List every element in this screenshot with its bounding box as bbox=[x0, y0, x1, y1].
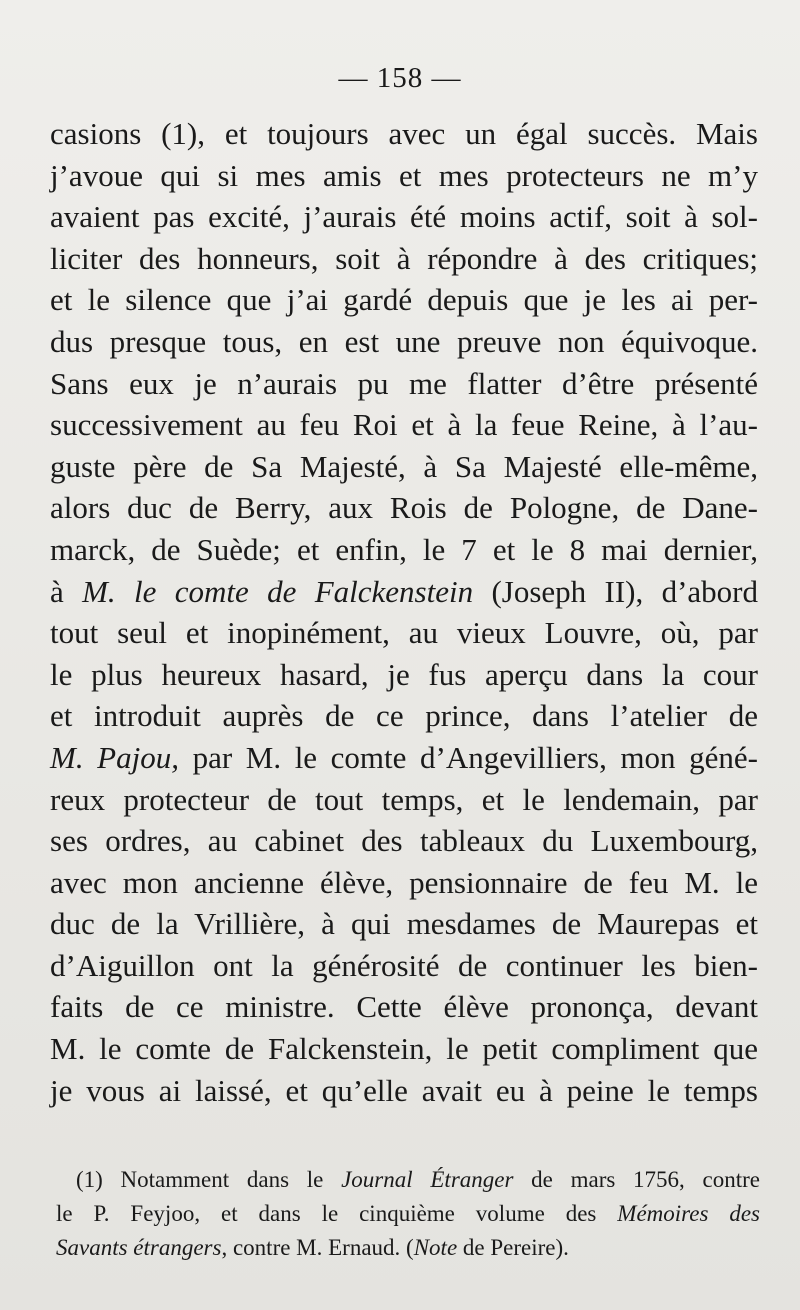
body-text: guste père de Sa Majesté, à Sa Majesté elle-même, bbox=[50, 448, 758, 484]
body-text: ses ordres, au cabinet des tableaux du Luxembourg, bbox=[50, 823, 758, 859]
footnote-italic-text: Note bbox=[413, 1235, 458, 1260]
footnote-text: de Pereire). bbox=[457, 1235, 569, 1260]
page-number: — 158 — bbox=[338, 62, 462, 94]
footnote-line bbox=[56, 1231, 760, 1265]
footnote-text: , contre M. Ernaud. ( bbox=[221, 1235, 414, 1260]
body-text: je vous ai laissé, et qu’elle avait eu à peine le temps bbox=[50, 1072, 758, 1108]
body-text: M. le comte de Falckenstein, le petit compliment que bbox=[50, 1031, 758, 1067]
body-text: alors duc de Berry, aux Rois de Pologne, de Dane- bbox=[50, 490, 758, 526]
main-text bbox=[50, 113, 758, 1111]
body-line bbox=[50, 1070, 758, 1112]
body-line bbox=[50, 196, 758, 238]
body-text: dus presque tous, en est une preuve non équivoque. bbox=[50, 323, 758, 359]
body-text: d’Aiguillon ont la générosité de continuer les bien- bbox=[50, 947, 758, 983]
body-line bbox=[50, 903, 758, 945]
body-text: liciter des honneurs, soit à répondre à des critiques; bbox=[50, 240, 758, 276]
body-line bbox=[50, 321, 758, 363]
body-line bbox=[50, 737, 758, 779]
body-text: par M. le comte d’Angevilliers, mon géné- bbox=[178, 739, 758, 775]
footnote-italic-text: Savants étrangers bbox=[56, 1235, 222, 1260]
footnote-italic-text: Journal Étranger bbox=[341, 1167, 514, 1192]
body-line bbox=[50, 487, 758, 529]
body-text: faits de ce ministre. Cette élève prononça, devant bbox=[50, 989, 758, 1025]
footnote-text: de mars 1756, contre bbox=[513, 1167, 760, 1192]
body-italic-text: M. le comte de Falckenstein bbox=[82, 573, 474, 609]
body-text: avec mon ancienne élève, pensionnaire de feu M. le bbox=[50, 864, 758, 900]
body-text: et introduit auprès de ce prince, dans l’atelier de bbox=[50, 698, 758, 734]
body-line bbox=[50, 279, 758, 321]
body-line bbox=[50, 986, 758, 1028]
body-text: Sans eux je n’aurais pu me flatter d’être présenté bbox=[50, 365, 758, 401]
body-text: à bbox=[50, 573, 83, 609]
body-line bbox=[50, 238, 758, 280]
body-line bbox=[50, 654, 758, 696]
body-text: et le silence que j’ai gardé depuis que je les ai per- bbox=[50, 282, 758, 318]
footnote bbox=[56, 1163, 760, 1265]
body-line bbox=[50, 1028, 758, 1070]
body-line bbox=[50, 695, 758, 737]
body-line bbox=[50, 404, 758, 446]
body-text: reux protecteur de tout temps, et le lendemain, par bbox=[50, 781, 758, 817]
body-line bbox=[50, 155, 758, 197]
body-text: marck, de Suède; et enfin, le 7 et le 8 mai dernier, bbox=[50, 531, 758, 567]
footnote-text: le P. Feyjoo, et dans le cinquième volume des bbox=[56, 1201, 618, 1226]
body-line bbox=[50, 529, 758, 571]
body-line bbox=[50, 113, 758, 155]
body-italic-text: M. Pajou, bbox=[50, 739, 179, 775]
footnote-line bbox=[56, 1163, 760, 1197]
body-line bbox=[50, 820, 758, 862]
body-text: successivement au feu Roi et à la feue Reine, à l’au- bbox=[50, 407, 758, 443]
body-line bbox=[50, 945, 758, 987]
body-line bbox=[50, 779, 758, 821]
body-line bbox=[50, 571, 758, 613]
body-text: casions (1), et toujours avec un égal succès. Mais bbox=[50, 116, 758, 151]
footnote-text: (1) Notamment dans le bbox=[76, 1167, 342, 1192]
body-line bbox=[50, 612, 758, 654]
body-text: j’avoue qui si mes amis et mes protecteurs ne m’y bbox=[50, 157, 758, 193]
footnote-italic-text: Mémoires des bbox=[617, 1201, 760, 1226]
body-line bbox=[50, 363, 758, 405]
body-text: (Joseph II), d’abord bbox=[473, 573, 758, 609]
body-text: duc de la Vrillière, à qui mesdames de Maurepas et bbox=[50, 906, 758, 942]
body-text: tout seul et inopinément, au vieux Louvre, où, par bbox=[50, 615, 758, 651]
body-text: avaient pas excité, j’aurais été moins actif, soit à sol- bbox=[50, 199, 758, 235]
body-line bbox=[50, 446, 758, 488]
body-line bbox=[50, 862, 758, 904]
body-text: le plus heureux hasard, je fus aperçu dans la cour bbox=[50, 656, 758, 692]
footnote-line bbox=[56, 1197, 760, 1231]
